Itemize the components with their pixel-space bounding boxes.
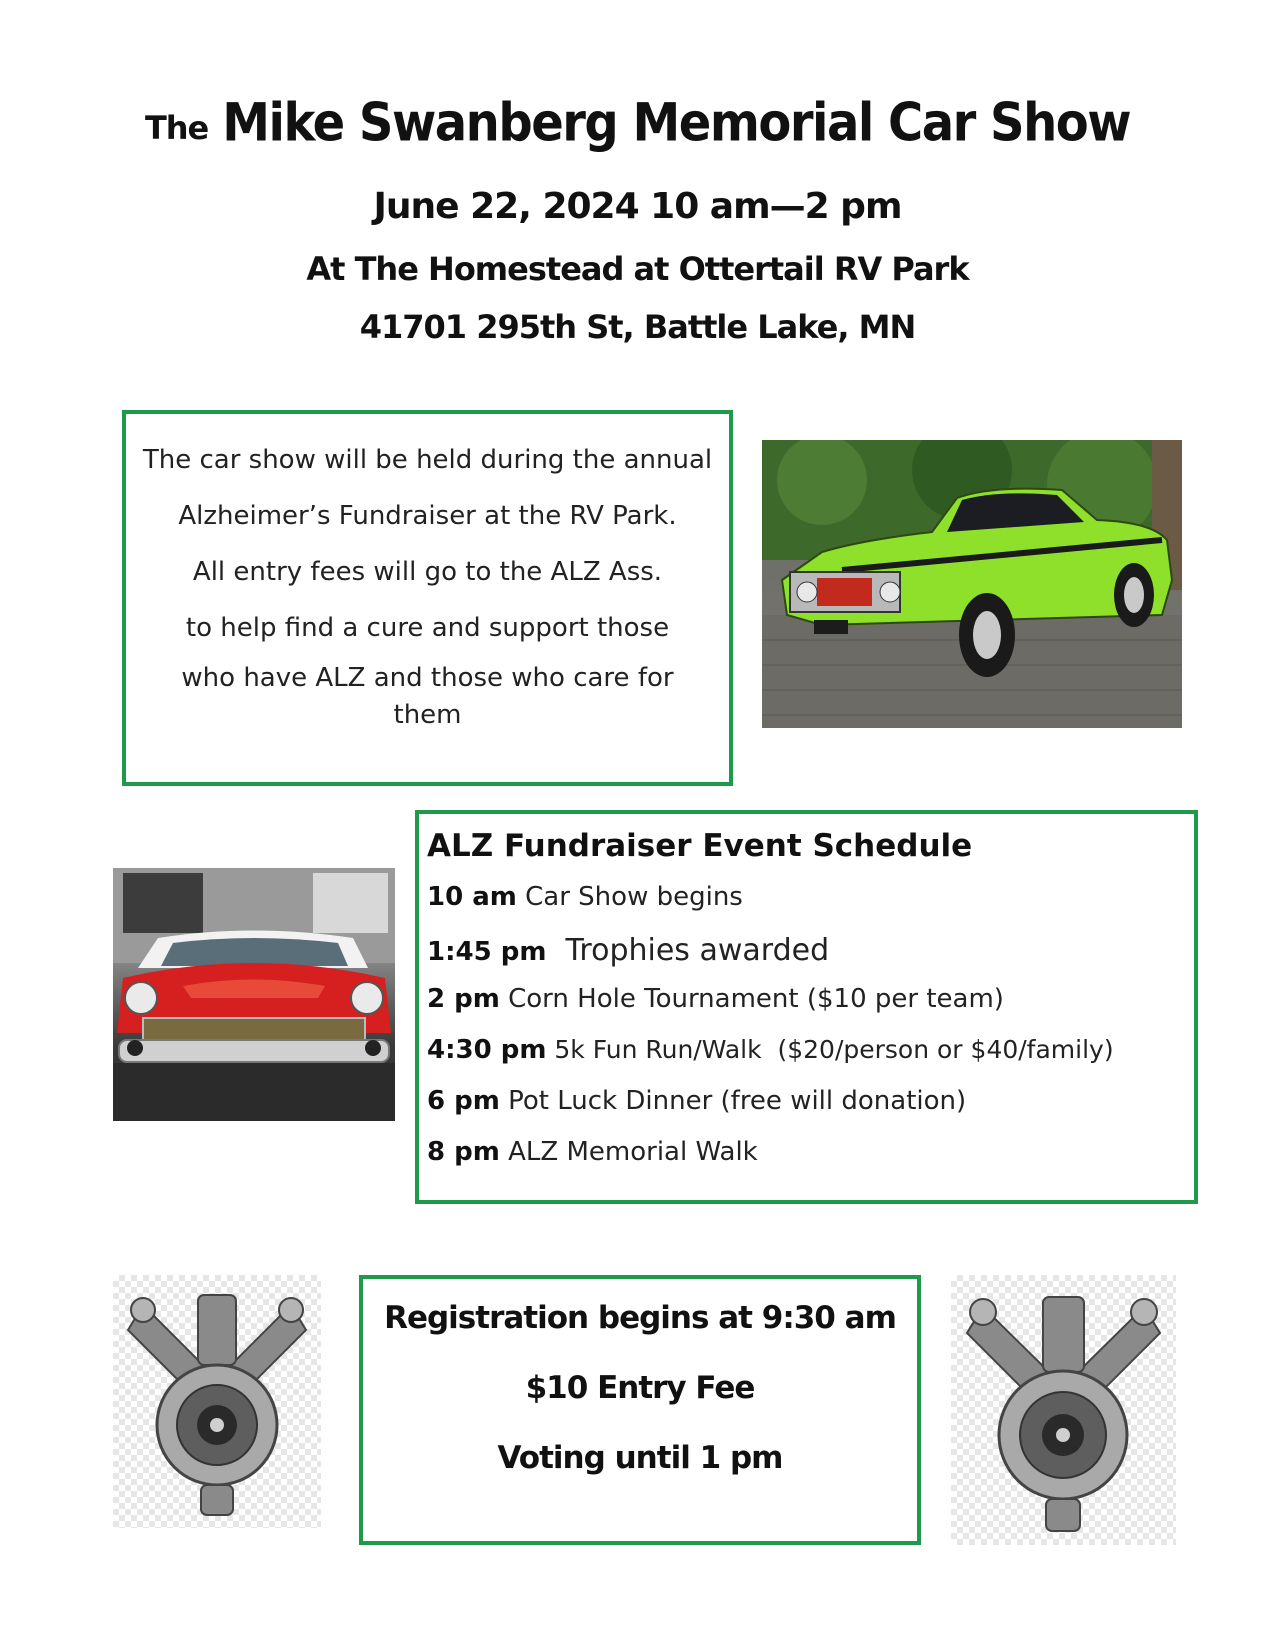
green-car-illustration <box>762 440 1182 728</box>
red-car-illustration <box>113 868 395 1121</box>
intro-line: The car show will be held during the annual <box>142 445 713 475</box>
intro-line: them <box>393 700 462 730</box>
intro-line: to help find a cure and support those <box>185 613 670 643</box>
schedule-item <box>427 1137 1194 1188</box>
schedule-item <box>427 1086 1194 1137</box>
engine-image-left <box>113 1275 321 1528</box>
schedule-desc: ALZ Memorial Walk <box>499 1137 758 1167</box>
schedule-time: 2 pm <box>427 984 500 1014</box>
schedule-item <box>427 933 1194 984</box>
title-prefix: The <box>144 109 209 147</box>
intro-line: who have ALZ and those who care for <box>181 663 674 693</box>
voting-deadline: Voting until 1 pm <box>497 1440 783 1476</box>
intro-line: Alzheimer’s Fundraiser at the RV Park. <box>178 501 677 531</box>
schedule-desc: Pot Luck Dinner (free will donation) <box>499 1086 967 1116</box>
engine-image-right <box>951 1275 1176 1545</box>
red-car-photo <box>113 868 395 1121</box>
engine-icon <box>113 1275 321 1528</box>
schedule-time: 1:45 pm <box>427 937 547 967</box>
engine-icon <box>951 1275 1176 1545</box>
intro-line: All entry fees will go to the ALZ Ass. <box>192 557 663 587</box>
schedule-desc: 5k Fun Run/Walk ($20/person or $40/family) <box>546 1035 1114 1064</box>
schedule-time: 4:30 pm <box>427 1035 547 1065</box>
registration-box <box>359 1275 921 1545</box>
schedule-item <box>427 882 1194 933</box>
schedule-item <box>427 984 1194 1035</box>
schedule-desc: Trophies awarded <box>546 933 830 968</box>
title-main: Mike Swanberg Memorial Car Show <box>222 92 1131 154</box>
page-title <box>0 92 1275 154</box>
schedule-time: 8 pm <box>427 1137 500 1167</box>
intro-box <box>122 410 733 786</box>
schedule-item <box>427 1035 1194 1086</box>
entry-fee: $10 Entry Fee <box>525 1370 755 1406</box>
schedule-time: 6 pm <box>427 1086 500 1116</box>
schedule-box <box>415 810 1198 1204</box>
event-date-time: June 22, 2024 10 am—2 pm <box>373 186 902 227</box>
event-address: 41701 295th St, Battle Lake, MN <box>359 308 916 346</box>
schedule-time: 10 am <box>427 882 517 912</box>
schedule-desc: Car Show begins <box>516 882 743 912</box>
schedule-title: ALZ Fundraiser Event Schedule <box>427 828 973 864</box>
schedule-desc: Corn Hole Tournament ($10 per team) <box>499 984 1004 1014</box>
event-venue: At The Homestead at Ottertail RV Park <box>306 250 969 288</box>
registration-time: Registration begins at 9:30 am <box>384 1300 896 1336</box>
green-car-photo <box>762 440 1182 728</box>
